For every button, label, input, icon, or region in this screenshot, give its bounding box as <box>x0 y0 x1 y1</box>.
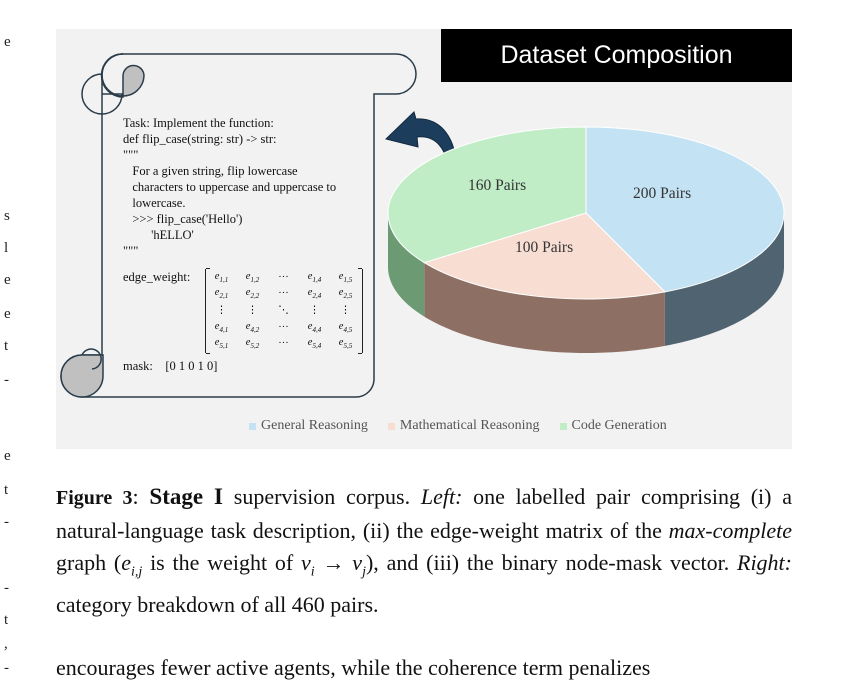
matrix-cell: ··· <box>278 271 289 283</box>
matrix-cell: ··· <box>278 321 289 333</box>
matrix-cell: ⋮ <box>340 305 351 317</box>
matrix-cell: ⋮ <box>216 305 227 317</box>
matrix-cell: $e_{1,1}$ <box>214 270 229 284</box>
legend-swatch <box>249 423 256 430</box>
matrix-cell: $e_{4,2}$ <box>245 320 260 334</box>
matrix-cell: ⋮ <box>309 305 320 317</box>
matrix-cell: $e_{4,1}$ <box>214 320 229 334</box>
legend-swatch <box>388 423 395 430</box>
slice-label-general: 200 Pairs <box>633 185 692 202</box>
matrix-cell: $e_{5,1}$ <box>214 337 229 351</box>
mask-vector: mask: [0 1 0 1 0] <box>123 359 218 373</box>
matrix-cell: $e_{5,5}$ <box>338 337 353 351</box>
matrix-cell: $e_{1,5}$ <box>338 270 353 284</box>
legend-swatch <box>560 423 567 430</box>
pie-chart <box>388 127 784 353</box>
matrix-cell: $e_{2,4}$ <box>307 287 322 301</box>
matrix-row <box>206 269 362 286</box>
matrix-cell: $e_{1,4}$ <box>307 270 322 284</box>
task-description: Task: Implement the function: def flip_case(string: str) -> str: """ For a given string, flip lowercase characters to uppercase and uppercase to lowercase. >>> flip_case('Hello') 'hELLO' """ <box>123 116 337 258</box>
legend-item-general: General Reasoning <box>249 418 368 434</box>
matrix-row <box>206 302 362 319</box>
edge-weight-matrix <box>205 269 363 353</box>
matrix-cell: ⋱ <box>278 305 289 317</box>
matrix-cell: $e_{2,2}$ <box>245 287 260 301</box>
left-margin-text: e s l e e t - e t - - t , - <box>4 34 11 676</box>
matrix-cell: ⋮ <box>247 305 258 317</box>
scroll-curl-bottom <box>61 355 103 397</box>
slice-label-math: 100 Pairs <box>515 239 574 256</box>
matrix-cell: $e_{1,2}$ <box>245 270 260 284</box>
matrix-cell: ··· <box>278 338 289 350</box>
legend-item-code: Code Generation <box>560 418 667 434</box>
edge-weight-label: edge_weight: <box>123 270 191 284</box>
figure-panel <box>56 29 792 449</box>
matrix-cell: $e_{5,2}$ <box>245 337 260 351</box>
matrix-cell: $e_{4,4}$ <box>307 320 322 334</box>
matrix-cell: $e_{4,5}$ <box>338 320 353 334</box>
body-text-next-line: encourages fewer active agents, while the coherence term penalizes <box>56 655 651 680</box>
matrix-cell: $e_{5,4}$ <box>307 337 322 351</box>
matrix-row <box>206 286 362 303</box>
chart-title: Dataset Composition <box>441 29 792 82</box>
legend-item-math: Mathematical Reasoning <box>388 418 540 434</box>
matrix-cell: $e_{2,5}$ <box>338 287 353 301</box>
slice-label-code: 160 Pairs <box>468 177 527 194</box>
figure-caption: Figure 3: Stage I supervision corpus. Left: one labelled pair comprising (i) a natural-language task description, (ii) the edge-weight matrix of the max-complete graph ($e_{i,j}$ is the weight of $v_i \to v_j$), and (iii) the binary node-mask vector. Right: category breakdown of all 460 pairs. <box>56 484 792 617</box>
matrix-cell: $e_{2,1}$ <box>214 287 229 301</box>
matrix-row <box>206 319 362 336</box>
matrix-cell: ··· <box>278 288 289 300</box>
matrix-row <box>206 335 362 352</box>
chart-legend <box>249 418 667 434</box>
